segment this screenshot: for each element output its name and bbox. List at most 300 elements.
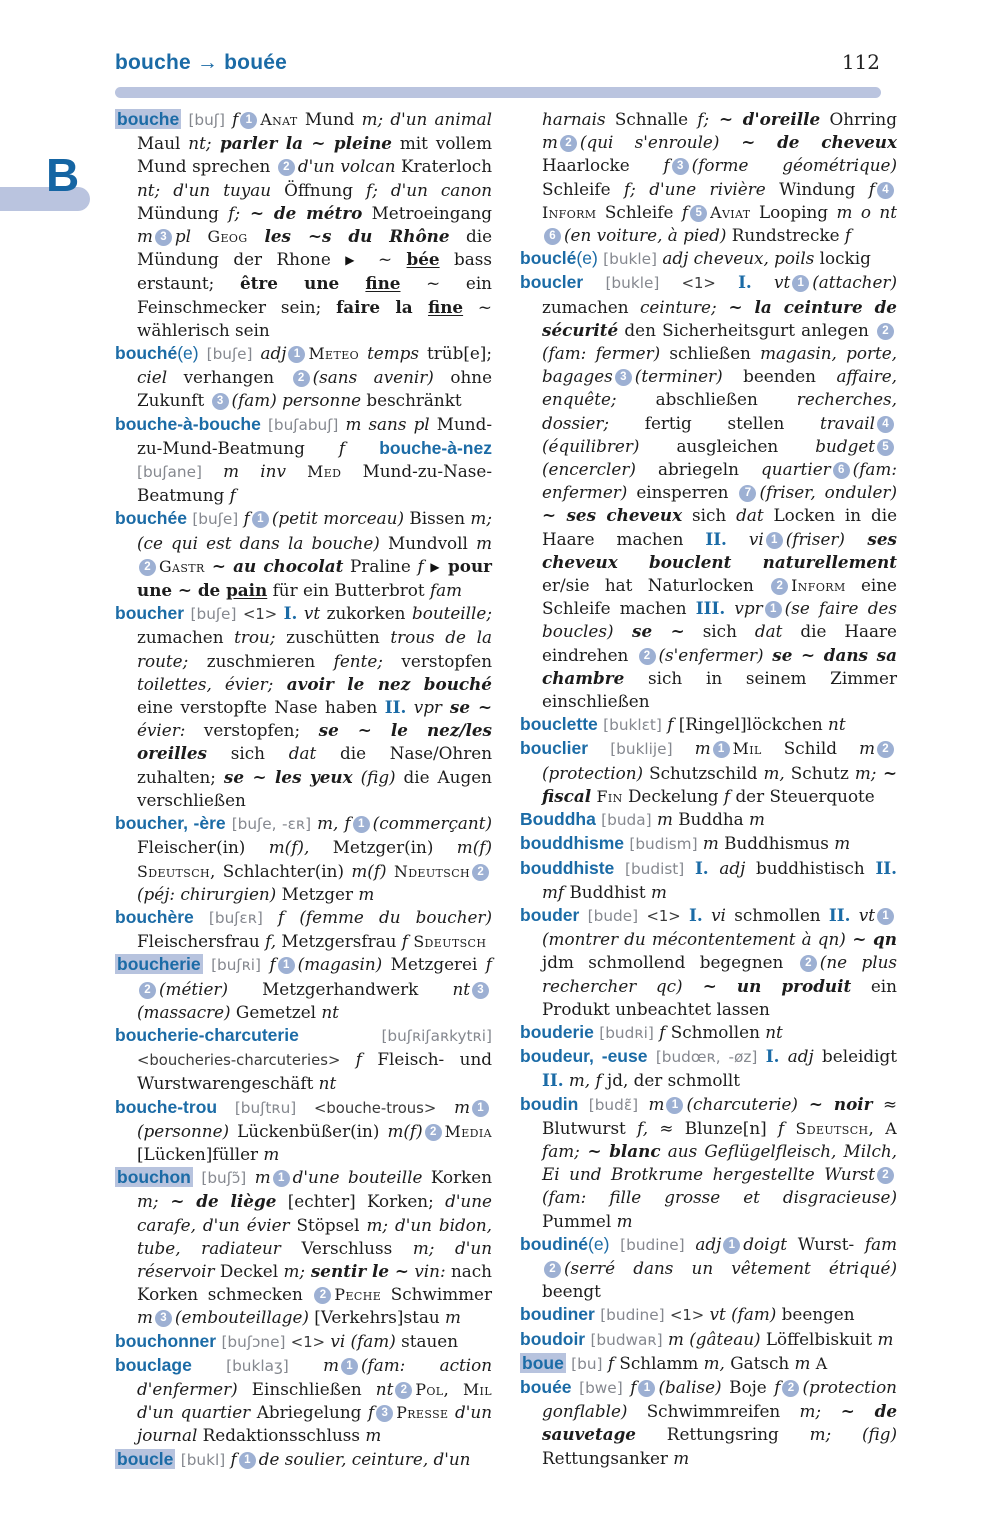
italic-text: d'un tuyau — [160, 179, 272, 200]
plain-text — [673, 738, 695, 758]
italic-text: aus Geflügelfleisch, Milch, Ei und Brotkrume hergestellte Wurst — [542, 1140, 897, 1185]
plain-text: beenden — [722, 366, 837, 387]
italic-text: nt — [318, 1073, 337, 1094]
italic-text: affaire, enquête; — [542, 366, 897, 410]
headword: boucler — [520, 272, 584, 293]
phonetics: [buʃtʀu] — [234, 1098, 297, 1117]
roman-numeral: I. — [738, 272, 752, 293]
phonetics: [bwe] — [579, 1378, 623, 1397]
headword: bouée — [520, 1376, 572, 1397]
italic-text: adj — [260, 343, 287, 364]
headword: boudin — [520, 1093, 579, 1114]
inflection-info: <1> — [242, 606, 278, 624]
bold-text: être une — [240, 273, 366, 294]
left-column — [115, 108, 492, 1472]
italic-text: m — [702, 833, 719, 854]
sense-number: 2 — [560, 135, 577, 152]
italic-text: f — [367, 1402, 375, 1423]
plain-text: die Augen verschließen — [137, 766, 492, 810]
sense-number: 3 — [155, 1310, 172, 1327]
headword: bouddhisme — [520, 833, 625, 854]
domain-label: Geog — [207, 227, 248, 247]
domain-label: Mil — [462, 1379, 492, 1399]
italic-text: (fam: enfermer) — [542, 459, 897, 503]
cross-reference: bée — [406, 249, 440, 270]
dictionary-entry — [115, 1024, 492, 1096]
plain-text: Schleife — [596, 201, 682, 222]
plain-text — [681, 905, 689, 925]
italic-text: f; — [623, 178, 636, 199]
dictionary-entry — [520, 737, 897, 808]
italic-text: (fam) personne — [231, 390, 362, 411]
italic-text: f — [659, 1021, 666, 1042]
sense-number: 6 — [544, 228, 561, 245]
plain-text — [609, 1234, 620, 1254]
thumb-tab-letter: B — [46, 149, 80, 201]
plain-text: trüb[e]; — [419, 343, 492, 364]
dictionary-entry — [520, 1233, 897, 1304]
roman-numeral: II. — [828, 904, 851, 925]
sense-number: 3 — [672, 158, 689, 175]
phonetics: [budwaʀ] — [590, 1330, 663, 1349]
italic-text: m — [656, 809, 673, 830]
italic-text: (péj: chirurgien) — [137, 883, 277, 904]
headword: bouche-à-nez — [379, 437, 492, 458]
italic-text: fam — [429, 580, 463, 601]
plain-text: eine verstopfte Nase haben — [137, 697, 385, 718]
italic-text: dat — [754, 621, 783, 642]
plain-text: Metzger(in) — [309, 837, 457, 858]
italic-text: trous de la route; — [137, 627, 492, 671]
dictionary-entry — [115, 812, 492, 906]
italic-text: ceinture; — [639, 296, 717, 317]
phonetics: [buʃe, -ɛʀ] — [231, 815, 312, 834]
plain-text: Schild — [761, 738, 860, 759]
dictionary-entry — [115, 602, 492, 812]
headword: Bouddha — [520, 809, 596, 830]
sense-number: 2 — [425, 1124, 442, 1141]
italic-text: m, f — [563, 1070, 602, 1091]
dictionary-entry — [520, 832, 897, 856]
italic-text: f — [723, 785, 731, 806]
italic-text: d'une bouteille — [292, 1167, 423, 1188]
roman-numeral: II. — [875, 857, 897, 878]
italic-text: f (femme du boucher) — [278, 906, 492, 927]
plain-text — [289, 1355, 323, 1375]
dictionary-entry — [520, 1352, 897, 1376]
plain-text: buddhistisch — [745, 857, 876, 878]
text-columns — [115, 108, 897, 1472]
dictionary-entry — [115, 1354, 492, 1448]
plain-text: der Steuerquote — [730, 785, 875, 806]
sense-number: 2 — [293, 370, 310, 387]
italic-text: adj — [695, 1233, 722, 1254]
italic-text: m — [616, 1210, 633, 1231]
plain-text: Mund — [297, 109, 362, 129]
sense-number: 4 — [877, 182, 894, 199]
sense-number: 2 — [278, 159, 295, 176]
collocation: ~ de cheveux — [719, 132, 897, 153]
sense-number: 2 — [877, 741, 894, 758]
italic-text: m(f) — [387, 1120, 423, 1141]
italic-text: (fam: action d'enfermer) — [137, 1354, 493, 1399]
plain-text: Schnalle — [605, 109, 698, 129]
italic-text: (protection gonflable) — [542, 1376, 897, 1422]
italic-text: fente; — [333, 650, 383, 671]
collocation: ~ de liège — [158, 1191, 277, 1212]
italic-text: m — [748, 809, 765, 830]
dictionary-entry — [520, 1021, 897, 1045]
plain-text: Korken — [422, 1167, 492, 1188]
plain-text: Rettungsanker — [542, 1447, 674, 1468]
phrase-marker-icon: ▶ — [345, 253, 364, 268]
headword: bouclier — [520, 738, 589, 759]
plain-text: verhangen — [167, 367, 291, 388]
phonetics: [budine] — [600, 1306, 665, 1325]
plain-text: stauen — [395, 1330, 459, 1351]
italic-text: dat — [288, 743, 317, 764]
dictionary-entry — [115, 108, 492, 342]
bold-text: faire la — [336, 296, 428, 317]
italic-text: m; — [854, 762, 877, 783]
italic-text: (sans avenir) — [312, 367, 434, 388]
dictionary-entry — [520, 1303, 897, 1327]
plain-text: Looping — [750, 201, 837, 222]
collocation: se ~ — [441, 697, 492, 718]
plain-text: Öffnung — [271, 179, 366, 200]
plain-text — [194, 907, 209, 927]
italic-text: pl — [174, 226, 192, 247]
headword: boudeur, -euse — [520, 1046, 648, 1067]
right-column — [520, 108, 897, 1472]
roman-numeral: II. — [705, 528, 727, 549]
plain-text — [647, 1046, 655, 1066]
italic-text: f, — [265, 931, 277, 952]
phonetics: [bukl] — [180, 1450, 226, 1469]
phonetics: [buʃɔne] — [221, 1332, 286, 1351]
plain-text: die Nase/Ohren zuhalten; — [137, 743, 492, 787]
dictionary-entry — [115, 1330, 492, 1354]
plain-text: Lückenbüßer(in) — [229, 1120, 388, 1141]
phonetics: [bu] — [571, 1354, 603, 1373]
headword: bouchonner — [115, 1330, 217, 1351]
italic-text: vpr — [725, 598, 763, 619]
plain-text — [217, 1097, 235, 1117]
plain-text — [583, 272, 605, 292]
italic-text: m — [454, 1096, 470, 1117]
phonetics: [buʃʀiʃaʀkytʀi] — [381, 1026, 492, 1045]
plain-text: Schmollen — [665, 1021, 766, 1042]
italic-text: recherches, dossier; — [542, 389, 897, 433]
plain-text: sich in seinem Zimmer einschließen — [542, 667, 897, 712]
page-number: 112 — [841, 50, 880, 74]
sense-number: 1 — [666, 1097, 683, 1114]
headword: boudoir — [520, 1328, 586, 1349]
plain-text: abriegeln — [635, 459, 762, 480]
italic-text: (charcuterie) — [686, 1093, 798, 1114]
plain-text — [192, 1355, 226, 1375]
inflection-info: <boucheries-charcuteries> — [137, 1052, 341, 1070]
plain-text: [Ringel]löckchen — [673, 714, 829, 735]
sense-number: 2 — [544, 1261, 561, 1278]
headword: bouche-trou — [115, 1096, 218, 1117]
italic-text: (serré dans un vêtement étriqué) — [564, 1257, 897, 1278]
italic-text: m — [877, 1328, 894, 1349]
headword: bouclé — [520, 248, 577, 269]
italic-text: (fig) — [360, 766, 396, 787]
italic-text: (personne) — [137, 1120, 230, 1141]
italic-text: f — [269, 954, 276, 975]
italic-text: budget — [815, 435, 875, 456]
collocation: se ~ les yeux — [223, 766, 353, 787]
sense-number: 1 — [239, 1452, 256, 1469]
dictionary-entry — [520, 1093, 897, 1233]
italic-text: (en voiture, à pied) — [564, 225, 727, 246]
sense-number: 4 — [877, 416, 894, 433]
sense-number: 2 — [395, 1382, 412, 1399]
plain-text — [588, 738, 610, 758]
headword-highlighted: boue — [522, 1352, 564, 1373]
domain-label: Aviat — [710, 202, 751, 222]
plain-text: Löffelbiskuit — [760, 1328, 878, 1349]
collocation: ~ au chocolat — [204, 555, 344, 576]
plain-text: Metzgerei — [382, 954, 486, 975]
domain-label: Media — [444, 1121, 492, 1141]
italic-text: nt; — [188, 133, 212, 154]
italic-text: (se faire des boucles) — [542, 598, 897, 642]
italic-text: m o nt — [836, 201, 897, 222]
italic-text: nt; — [137, 179, 161, 200]
plain-text: ausgleichen — [639, 435, 816, 456]
italic-text: f — [774, 1376, 781, 1397]
collocation: parler la ~ pleine — [211, 133, 392, 154]
dictionary-entry — [520, 808, 897, 832]
italic-text: m — [444, 1307, 461, 1328]
domain-label: Inform — [791, 576, 846, 596]
italic-text: (petit morceau) — [271, 508, 405, 529]
plain-text: zumachen — [137, 627, 235, 648]
italic-text: m; — [361, 109, 384, 129]
italic-text: f — [229, 485, 236, 506]
page-header — [115, 50, 880, 75]
plain-text: Mund-zu-Nase-Beatmung — [137, 461, 492, 506]
plain-text: Mund-zu-Mund-Beatmung — [137, 413, 492, 458]
phonetics: [buʃ] — [188, 111, 225, 129]
sense-number: 2 — [472, 864, 489, 881]
dictionary-entry — [520, 904, 897, 1021]
italic-text: d'un volcan — [297, 156, 396, 177]
plain-text: Stöpsel — [289, 1214, 367, 1235]
italic-text: f — [417, 555, 424, 576]
italic-text: vt (fam) — [709, 1304, 777, 1325]
italic-text: m — [365, 1425, 382, 1446]
sense-number: 2 — [877, 1167, 894, 1184]
plain-text: Schleife — [542, 178, 624, 199]
plain-text: Schwimmreifen — [627, 1401, 800, 1422]
roman-numeral: II. — [384, 697, 407, 718]
plain-text — [203, 954, 211, 974]
collocation: ~ ses cheveux — [542, 505, 683, 526]
italic-text: f — [338, 437, 346, 458]
italic-text: (ne plus rechercher qc) — [542, 952, 898, 996]
plain-text — [579, 905, 587, 925]
italic-text: harnais — [542, 109, 606, 129]
sense-number: 2 — [771, 578, 788, 595]
sense-number: 2 — [314, 1287, 331, 1304]
plain-text: , — [443, 1378, 463, 1399]
domain-label: Sdeutsch — [795, 1118, 869, 1138]
header-rule — [115, 87, 881, 98]
italic-text: m(f) — [351, 860, 387, 881]
plain-text — [659, 272, 681, 292]
headword-highlighted: bouchon — [117, 1167, 191, 1188]
sense-number: 1 — [288, 346, 305, 363]
dictionary-entry — [520, 108, 897, 247]
inflection-info: <bouche-trous> — [314, 1099, 437, 1117]
collocation: ~ qn — [845, 929, 897, 950]
italic-text: toilettes, évier; — [137, 673, 274, 694]
headword: bouché — [115, 343, 178, 364]
italic-text: m; — [799, 1401, 822, 1422]
domain-label: Meteo — [308, 344, 360, 364]
plain-text: beleidigt — [813, 1046, 897, 1067]
plain-text: Pummel — [542, 1210, 617, 1231]
italic-text: (magasin) — [297, 954, 383, 975]
italic-text: (embouteillage) — [174, 1307, 309, 1328]
italic-text: m(f) — [456, 837, 492, 858]
italic-text: bouteille; — [411, 603, 492, 624]
italic-text: f — [868, 178, 875, 199]
sense-number: 3 — [376, 1405, 393, 1422]
italic-text: m, — [703, 1352, 725, 1373]
plain-text: Verschluss — [280, 1237, 413, 1258]
plain-text: schließen — [660, 343, 761, 364]
italic-text: m — [650, 881, 667, 902]
dictionary-entry — [115, 1096, 492, 1167]
domain-label: Inform — [542, 202, 597, 222]
plain-text: Fleisch- und Wurstwarengeschäft — [137, 1049, 492, 1094]
plain-text — [263, 907, 278, 927]
italic-text: adj — [779, 1046, 814, 1067]
italic-text: vt — [850, 904, 876, 925]
collocation: se ~ dans sa chambre — [542, 644, 897, 688]
plain-text: mit vollem Mund sprechen — [137, 133, 492, 177]
phonetics: [buʃɔ̃] — [201, 1169, 247, 1188]
plain-text — [572, 1377, 580, 1397]
plain-text: eine Schleife machen — [542, 575, 897, 619]
italic-text: m — [859, 738, 875, 759]
phonetics: [bukle] — [605, 274, 660, 293]
italic-text: (balise) — [658, 1376, 722, 1397]
plain-text: sich — [206, 743, 289, 764]
italic-text: (massacre) — [137, 1001, 231, 1022]
plain-text — [253, 343, 261, 363]
plain-text: lockig — [814, 248, 871, 269]
italic-text: m, f — [317, 813, 351, 834]
plain-text: Schwimmer — [381, 1284, 492, 1305]
phonetics: [buʃane] — [137, 463, 202, 482]
headword: bouclage — [115, 1354, 192, 1375]
sense-number: 1 — [765, 601, 782, 618]
dictionary-entry — [520, 271, 897, 713]
plain-text: die Haare eindrehen — [542, 621, 897, 665]
guide-words: bouche → bouée — [115, 51, 287, 74]
plain-text: zuschütten — [275, 627, 391, 648]
italic-text: quartier — [761, 459, 831, 480]
collocation: ~ noir — [797, 1093, 873, 1114]
plain-text — [299, 1025, 382, 1045]
italic-text: (métier) — [159, 978, 229, 999]
phonetics: [bude] — [587, 906, 639, 925]
domain-label: Presse — [396, 1403, 449, 1423]
sense-number: 2 — [139, 559, 156, 576]
italic-text: vt — [297, 603, 321, 624]
inflection-info: <1> — [290, 1333, 326, 1351]
plain-text: Metroeingang — [362, 202, 493, 223]
plain-text: Fleischer(in) — [137, 837, 269, 858]
collocation: se ~ — [613, 621, 685, 642]
italic-text: temps — [359, 343, 420, 364]
headword: bouder — [520, 904, 580, 925]
plain-text: ~ ein Feinschmecker sein; — [137, 273, 492, 317]
domain-label: Sdeutsch — [413, 932, 487, 952]
dictionary-entry — [115, 507, 492, 602]
italic-text: doigt — [743, 1233, 787, 1254]
sense-number: 2 — [782, 1380, 799, 1397]
roman-numeral: I. — [765, 1046, 780, 1067]
collocation: se ~ le nez/les oreilles — [137, 720, 492, 764]
collocation: sentir le ~ — [305, 1260, 409, 1281]
italic-text: (fam: fermer) — [542, 343, 661, 364]
italic-text: m — [648, 1093, 665, 1114]
italic-text: f; — [366, 179, 378, 200]
italic-text: nt — [765, 1021, 783, 1042]
inflection-info: <1> — [681, 275, 716, 293]
domain-label: Pol — [415, 1379, 444, 1399]
domain-label: A — [815, 1353, 828, 1373]
plain-text: beschränkt — [361, 390, 462, 411]
italic-text: adj — [708, 857, 746, 878]
plain-text: Buddha — [672, 809, 749, 830]
italic-text: m; — [283, 1260, 306, 1281]
phonetics: [buda] — [601, 811, 652, 830]
italic-text: (équilibrer) — [542, 435, 640, 456]
phonetics: [bukle] — [603, 250, 658, 269]
plain-text: Schlamm — [614, 1352, 704, 1373]
italic-text: m(f), — [268, 837, 310, 858]
sense-number: 1 — [713, 741, 730, 758]
plain-text — [578, 1094, 588, 1114]
sense-number: 2 — [139, 982, 156, 999]
plain-text: Gemetzel — [230, 1001, 322, 1022]
plain-text — [296, 1097, 314, 1117]
plain-text: , Schlachter(in) — [210, 860, 352, 881]
italic-text: f, — [637, 1117, 649, 1138]
italic-text: m — [542, 132, 558, 153]
phonetics: [buklaʒ] — [226, 1356, 289, 1375]
sense-number: 1 — [766, 532, 783, 549]
dictionary-entry — [115, 906, 492, 953]
italic-text: f — [663, 155, 670, 176]
sense-number: 3 — [472, 982, 489, 999]
plain-text — [684, 858, 695, 878]
italic-text: mf — [542, 881, 565, 902]
italic-text: d'un journal — [137, 1402, 492, 1446]
italic-text: f — [607, 1352, 615, 1373]
roman-numeral: II. — [542, 1070, 564, 1091]
roman-numeral: I. — [283, 603, 298, 624]
dictionary-entry — [115, 342, 492, 413]
